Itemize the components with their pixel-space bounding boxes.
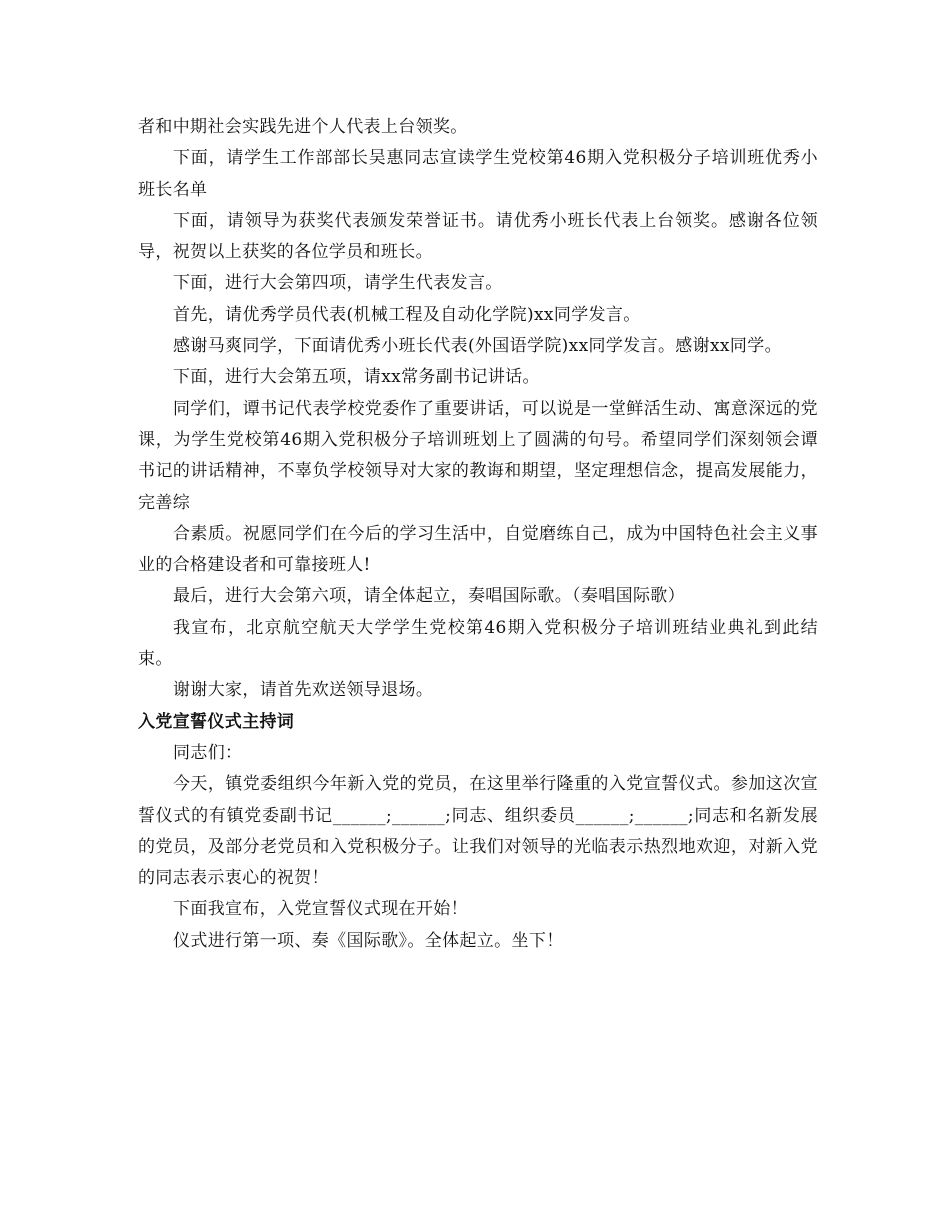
paragraph: 首先，请优秀学员代表(机械工程及自动化学院)xx同学发言。 bbox=[173, 304, 641, 325]
paragraph: 谢谢大家，请首先欢送领导退场。 bbox=[173, 680, 434, 701]
paragraph: 下面，进行大会第四项，请学生代表发言。 bbox=[173, 273, 503, 294]
paragraph: 同学们，谭书记代表学校党委作了重要讲话，可以说是一堂鲜活生动、寓意深远的党课，为学生党校第46期入党积极分子培训班划上了圆满的句号。希望同学们深刻领会谭书记的讲话精神，不辜负学校领导对大家的教诲和期望，坚定理想信念，提高发展能力，完善综 bbox=[138, 398, 818, 513]
section-title: 入党宣誓仪式主持词 bbox=[138, 711, 295, 732]
salutation: 同志们： bbox=[173, 742, 243, 763]
paragraph-continuation: 者和中期社会实践先进个人代表上台领奖。 bbox=[138, 117, 468, 137]
paragraph: 合素质。祝愿同学们在今后的学习生活中，自觉磨练自己，成为中国特色社会主义事业的合格建设者和可靠接班人! bbox=[138, 523, 818, 576]
paragraph: 最后，进行大会第六项，请全体起立，奏唱国际歌。（奏唱国际歌） bbox=[173, 586, 685, 607]
paragraph: 下面我宣布，入党宣誓仪式现在开始！ bbox=[173, 899, 468, 920]
document-page bbox=[138, 112, 818, 957]
paragraph: 今天，镇党委组织今年新入党的党员，在这里举行隆重的入党宣誓仪式。参加这次宣誓仪式的有镇党委副书记______;______;同志、组织委员______;______;同志和名新发展的党员，及部分老党员和入党积极分子。让我们对领导的光临表示热烈地欢迎，对新入党的同志表示衷心的祝贺！ bbox=[138, 774, 818, 889]
paragraph: 下面，请领导为获奖代表颁发荣誉证书。请优秀小班长代表上台领奖。感谢各位领导，祝贺以上获奖的各位学员和班长。 bbox=[138, 210, 818, 263]
paragraph: 下面，请学生工作部部长吴惠同志宣读学生党校第46期入党积极分子培训班优秀小班长名单 bbox=[138, 148, 818, 200]
paragraph: 我宣布，北京航空航天大学学生党校第46期入党积极分子培训班结业典礼到此结束。 bbox=[138, 617, 818, 670]
paragraph: 感谢马爽同学，下面请优秀小班长代表(外国语学院)xx同学发言。感谢xx同学。 bbox=[173, 336, 782, 357]
paragraph: 下面，进行大会第五项，请xx常务副书记讲话。 bbox=[173, 367, 540, 388]
paragraph: 仪式进行第一项、奏《国际歌》。全体起立。坐下！ bbox=[173, 930, 564, 951]
